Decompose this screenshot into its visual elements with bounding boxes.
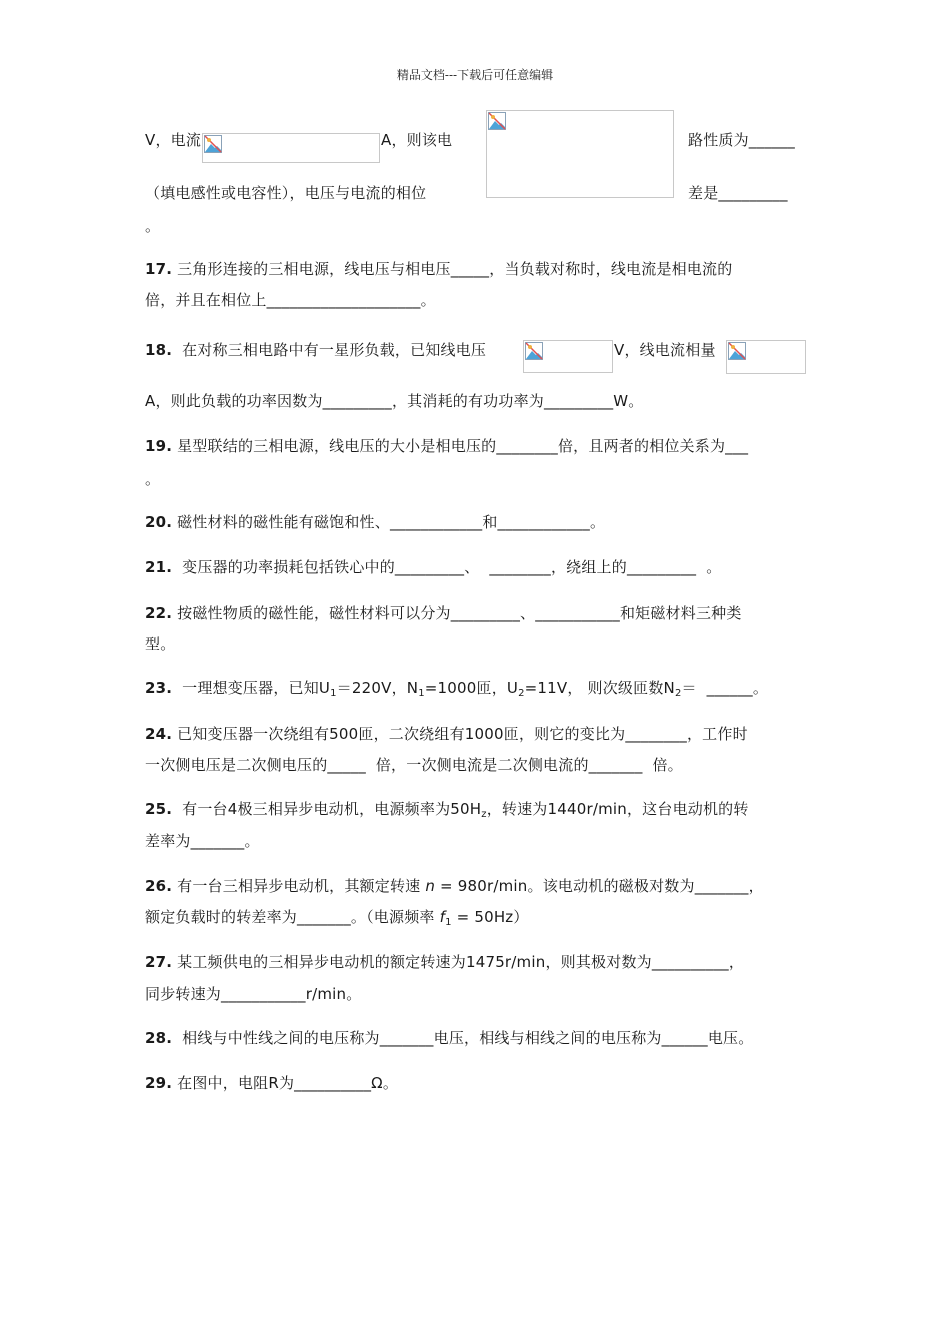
question-text: ＝220V，N <box>336 679 419 697</box>
q16-line2a: （填电感性或电容性），电压与电流的相位 <box>145 184 427 202</box>
question-17-line2: 倍，并且在相位上____________________。 <box>145 291 436 309</box>
question-20 <box>145 512 605 532</box>
question-text: 额定负载时的转差率为_______。（电源频率 <box>145 908 440 926</box>
question-text: 三角形连接的三相电源，线电压与相电压_____，当负载对称时，线电流是相电流的 <box>172 260 733 278</box>
question-18-line2: A，则此负载的功率因数为_________，其消耗的有功功率为_________W。 <box>145 392 644 410</box>
current-formula-image <box>202 133 380 163</box>
question-29 <box>145 1073 398 1093</box>
question-18-line1 <box>145 340 486 360</box>
question-number: 21. <box>145 558 173 576</box>
q16-line1c: 路性质为______ <box>688 131 796 149</box>
broken-image-icon <box>488 112 506 130</box>
line-voltage-formula-image <box>523 340 613 373</box>
q16-line3: 。 <box>145 217 161 235</box>
page-header: 精品文档---下载后可任意编辑 <box>396 68 554 82</box>
question-25-line1 <box>145 799 749 825</box>
question-24-line1 <box>145 724 748 744</box>
question-number: 22. <box>145 604 173 622</box>
circuit-figure-image <box>486 110 674 198</box>
question-number: 24. <box>145 725 173 743</box>
question-number: 19. <box>145 437 173 455</box>
question-text: 在图中，电阻R为__________Ω。 <box>172 1074 399 1092</box>
question-text: 在对称三相电路中有一星形负载，已知线电压 <box>172 341 487 359</box>
question-text: 星型联结的三相电源，线电压的大小是相电压的________倍，且两者的相位关系为___ <box>172 437 749 455</box>
question-text: = 50Hz） <box>451 908 529 926</box>
question-text: =1000匝，U <box>424 679 519 697</box>
question-number: 27. <box>145 953 173 971</box>
question-number: 17. <box>145 260 173 278</box>
question-number: 20. <box>145 513 173 531</box>
question-text: =11V， 则次级匝数N <box>524 679 675 697</box>
question-24-line2: 一次侧电压是二次侧电压的_____ 倍，一次侧电流是二次侧电流的_______ 倍。 <box>145 756 683 774</box>
question-number: 23. <box>145 679 173 697</box>
question-text: 变压器的功率损耗包括铁心中的_________、 ________，绕组上的_________ 。 <box>172 558 722 576</box>
question-27-line1 <box>145 952 744 972</box>
question-number: 18. <box>145 341 173 359</box>
broken-image-icon <box>525 342 543 360</box>
subscript: 1 <box>418 688 425 699</box>
question-number: 29. <box>145 1074 173 1092</box>
question-text: 相线与中性线之间的电压称为_______电压，相线与相线之间的电压称为______电压。 <box>172 1029 754 1047</box>
q16-line2b: 差是_________ <box>688 184 788 202</box>
question-26-line1 <box>145 876 764 896</box>
question-text: 某工频供电的三相异步电动机的额定转速为1475r/min，则其极对数为__________， <box>172 953 745 971</box>
question-21 <box>145 557 721 577</box>
question-23 <box>145 678 768 704</box>
question-number: 28. <box>145 1029 173 1047</box>
question-27-line2: 同步转速为___________r/min。 <box>145 985 362 1003</box>
question-text: 已知变压器一次绕组有500匝，二次绕组有1000匝，则它的变比为________，工作时 <box>172 725 748 743</box>
question-text: ＝ ______。 <box>681 679 769 697</box>
question-18-line1b: V，线电流相量 <box>614 341 716 359</box>
question-26-line2 <box>145 907 529 933</box>
question-28 <box>145 1028 753 1048</box>
variable-f: f <box>439 908 446 926</box>
question-19-line2: 。 <box>145 470 161 488</box>
subscript: z <box>481 809 487 820</box>
question-22-line1 <box>145 603 742 623</box>
subscript: 1 <box>330 688 337 699</box>
question-text: 磁性材料的磁性能有磁饱和性、____________和____________。 <box>172 513 606 531</box>
question-text: 有一台三相异步电动机，其额定转速 <box>172 877 426 895</box>
question-text: 有一台4极三相异步电动机，电源频率为50H <box>172 800 482 818</box>
question-text: ，转速为1440r/min，这台电动机的转 <box>486 800 749 818</box>
question-text: 一理想变压器，已知U <box>172 679 331 697</box>
line-current-formula-image <box>726 340 806 374</box>
broken-image-icon <box>204 135 222 153</box>
question-text: = 980r/min。该电动机的磁极对数为_______， <box>435 877 764 895</box>
question-25-line2: 差率为_______。 <box>145 832 260 850</box>
question-19-line1 <box>145 436 748 456</box>
q16-line1b: A，则该电 <box>381 131 453 149</box>
q16-line1a: V，电流 <box>145 131 202 149</box>
question-text: 按磁性物质的磁性能，磁性材料可以分为_________、___________和矩磁材料三种类 <box>172 604 742 622</box>
subscript: 1 <box>445 917 452 928</box>
subscript: 2 <box>518 688 525 699</box>
variable-n: n <box>425 877 436 895</box>
question-22-line2: 型。 <box>145 635 176 653</box>
question-17-line1 <box>145 259 732 279</box>
question-number: 25. <box>145 800 173 818</box>
question-number: 26. <box>145 877 173 895</box>
subscript: 2 <box>674 688 682 699</box>
broken-image-icon <box>728 342 746 360</box>
